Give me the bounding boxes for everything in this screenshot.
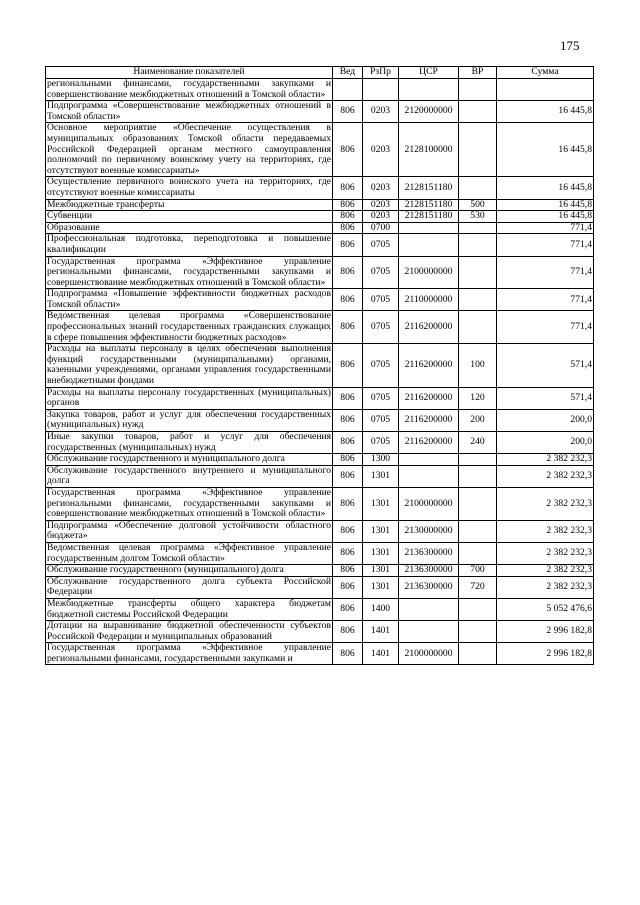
row-sum-cell: 2 382 232,3 [497, 576, 594, 598]
row-sum-cell: 2 382 232,3 [497, 487, 594, 520]
row-rzpr-cell: 0203 [363, 101, 399, 123]
row-rzpr-cell: 0705 [363, 344, 399, 387]
row-rzpr-cell: 0705 [363, 387, 399, 409]
header-vr: ВР [459, 67, 497, 79]
row-name-cell: региональными финансами, государственными закупками и совершенствование межбюджетных отношений в Томской области» [47, 78, 331, 100]
row-ved-cell: 806 [333, 234, 363, 256]
row-rzpr-cell: 0705 [363, 256, 399, 289]
row-csr-cell: 2116200000 [399, 344, 459, 387]
row-vr-cell [459, 123, 497, 177]
row-rzpr-cell: 0203 [363, 211, 399, 223]
row-vr-cell [459, 311, 497, 344]
header-rzpr: РзПр [363, 67, 399, 79]
row-csr-cell: 2116200000 [399, 311, 459, 344]
row-vr-cell: 500 [459, 199, 497, 211]
row-ved-cell: 806 [333, 409, 363, 431]
row-ved-cell: 806 [333, 621, 363, 643]
row-rzpr-cell [363, 79, 399, 101]
row-name-cell: Расходы на выплаты персоналу в целях обеспечения выполнения функций государственными (муниципальными) органами, казенными учреждениями, органами управления государственными внебюджетными фондами [47, 343, 331, 387]
row-csr-cell: 2128151180 [399, 211, 459, 223]
row-rzpr-cell: 1400 [363, 598, 399, 620]
row-name-cell: Осуществление первичного воинского учета на территориях, где отсутствуют военные комиссариаты [47, 176, 331, 198]
row-vr-cell [459, 542, 497, 564]
row-ved-cell: 806 [333, 598, 363, 620]
table-row [46, 598, 594, 620]
row-name-cell: Основное мероприятие «Обеспечение осуществления в муниципальных образованиях Томской области передаваемых Российской Федерацией органам местного самоуправления полномочий по первичному воинскому учету на территориях, где отсутствуют военные комиссариаты» [47, 122, 331, 176]
row-sum-cell: 2 382 232,3 [497, 565, 594, 577]
row-csr-cell: 2128100000 [399, 123, 459, 177]
row-name-cell: Подпрограмма «Повышение эффективности бюджетных расходов Томской области» [47, 288, 331, 310]
row-vr-cell [459, 256, 497, 289]
header-sum: Сумма [497, 67, 594, 79]
row-rzpr-cell: 1301 [363, 465, 399, 487]
row-sum-cell: 2 996 182,8 [497, 621, 594, 643]
row-name-cell: Обслуживание государственного долга субъекта Российской Федерации [47, 575, 331, 598]
row-vr-cell [459, 289, 497, 311]
row-ved-cell: 806 [333, 487, 363, 520]
row-rzpr-cell: 0203 [363, 177, 399, 199]
row-name-cell: Ведомственная целевая программа «Совершенствование профессиональных знаний государственных гражданских служащих в сфере повышения эффективности бюджетных расходов» [47, 310, 331, 343]
row-name-cell: Государственная программа «Эффективное управление региональными финансами, государственными закупками и совершенствование межбюджетных отношений в Томской области» [47, 486, 331, 520]
row-ved-cell: 806 [333, 289, 363, 311]
row-name-cell: Государственная программа «Эффективное управление региональными финансами, государственными закупками и [47, 642, 331, 664]
row-csr-cell: 2136300000 [399, 576, 459, 598]
row-rzpr-cell: 0705 [363, 409, 399, 431]
row-ved-cell: 806 [333, 101, 363, 123]
row-vr-cell [459, 621, 497, 643]
row-vr-cell: 700 [459, 565, 497, 577]
row-vr-cell [459, 101, 497, 123]
row-csr-cell: 2100000000 [399, 487, 459, 520]
row-sum-cell: 771,4 [497, 222, 594, 234]
row-vr-cell: 530 [459, 211, 497, 223]
row-csr-cell: 2128151180 [399, 199, 459, 211]
row-rzpr-cell: 1301 [363, 487, 399, 520]
row-rzpr-cell: 0705 [363, 311, 399, 344]
table-row [46, 621, 594, 643]
row-csr-cell: 2136300000 [399, 542, 459, 564]
row-ved-cell: 806 [333, 177, 363, 199]
row-sum-cell: 16 445,8 [497, 123, 594, 177]
row-ved-cell: 806 [333, 211, 363, 223]
row-sum-cell: 771,4 [497, 256, 594, 289]
row-rzpr-cell: 0705 [363, 432, 399, 454]
table-row [46, 387, 594, 409]
row-vr-cell: 720 [459, 576, 497, 598]
table-row [46, 199, 594, 211]
row-name-cell: Субвенции [46, 211, 333, 223]
row-csr-cell: 2116200000 [399, 387, 459, 409]
row-name-cell: Иные закупки товаров, работ и услуг для обеспечения государственных (муниципальных) нужд [47, 431, 331, 453]
row-vr-cell [459, 643, 497, 665]
table-row [46, 79, 594, 101]
table-header-row [46, 67, 594, 79]
row-sum-cell: 16 445,8 [497, 177, 594, 199]
table-row [46, 123, 594, 177]
table-row [46, 234, 594, 256]
row-sum-cell [497, 79, 594, 101]
row-name-cell: Обслуживание государственного внутреннего и муниципального долга [47, 464, 331, 487]
table-row [46, 520, 594, 542]
row-ved-cell: 806 [333, 542, 363, 564]
row-ved-cell: 806 [333, 454, 363, 466]
row-sum-cell: 571,4 [497, 387, 594, 409]
row-rzpr-cell: 0705 [363, 234, 399, 256]
row-ved-cell: 806 [333, 643, 363, 665]
row-sum-cell: 16 445,8 [497, 199, 594, 211]
row-csr-cell [399, 454, 459, 466]
table-row [46, 487, 594, 520]
row-csr-cell [399, 465, 459, 487]
row-ved-cell: 806 [333, 520, 363, 542]
row-csr-cell [399, 234, 459, 256]
row-csr-cell: 2136300000 [399, 565, 459, 577]
budget-table [45, 66, 594, 665]
row-ved-cell [333, 79, 363, 101]
row-vr-cell [459, 234, 497, 256]
row-ved-cell: 806 [333, 199, 363, 211]
row-name-cell: Ведомственная целевая программа «Эффективное управление государственным долгом Томской области» [47, 541, 331, 564]
row-name-cell: Подпрограмма «Обеспечение долговой устойчивости областного бюджета» [47, 519, 331, 542]
row-name-cell: Закупка товаров, работ и услуг для обеспечения государственных (муниципальных) нужд [47, 408, 331, 431]
row-name-cell: Дотации на выравнивание бюджетной обеспеченности субъектов Российской Федерации и муниципальных образований [47, 620, 331, 642]
page-number: 175 [560, 38, 580, 53]
row-name-cell: Обслуживание государственного и муниципального долга [46, 454, 333, 466]
row-csr-cell [399, 79, 459, 101]
row-csr-cell: 2130000000 [399, 520, 459, 542]
row-ved-cell: 806 [333, 311, 363, 344]
row-name-cell: Межбюджетные трансферты [46, 199, 333, 211]
table-row [46, 409, 594, 431]
row-rzpr-cell: 1401 [363, 643, 399, 665]
row-rzpr-cell: 0203 [363, 123, 399, 177]
table-row [46, 256, 594, 289]
table-row [46, 101, 594, 123]
row-name-cell: Государственная программа «Эффективное управление региональными финансами, государственными закупками и совершенствование межбюджетных отношений в Томской области» [47, 255, 331, 288]
row-vr-cell [459, 520, 497, 542]
row-rzpr-cell: 1301 [363, 520, 399, 542]
row-name-cell: Расходы на выплаты персоналу государственных (муниципальных) органов [47, 386, 331, 409]
row-csr-cell [399, 222, 459, 234]
row-rzpr-cell: 1301 [363, 576, 399, 598]
row-sum-cell: 771,4 [497, 311, 594, 344]
table-row [46, 311, 594, 344]
row-rzpr-cell: 1301 [363, 565, 399, 577]
row-vr-cell [459, 465, 497, 487]
row-sum-cell: 571,4 [497, 344, 594, 387]
row-csr-cell: 2110000000 [399, 289, 459, 311]
row-csr-cell: 2100000000 [399, 256, 459, 289]
row-name-cell: Обслуживание государственного (муниципального) долга [46, 565, 333, 577]
row-sum-cell: 5 052 476,6 [497, 598, 594, 620]
row-name-cell: Межбюджетные трансферты общего характера бюджетам бюджетной системы Российской Федерации [47, 597, 331, 620]
row-rzpr-cell: 1300 [363, 454, 399, 466]
row-vr-cell [459, 454, 497, 466]
row-sum-cell: 771,4 [497, 289, 594, 311]
row-csr-cell [399, 598, 459, 620]
row-sum-cell: 2 382 232,3 [497, 454, 594, 466]
row-csr-cell: 2128151180 [399, 177, 459, 199]
table-row [46, 565, 594, 577]
row-sum-cell: 2 996 182,8 [497, 643, 594, 665]
row-vr-cell [459, 487, 497, 520]
table-row [46, 177, 594, 199]
row-ved-cell: 806 [333, 465, 363, 487]
row-vr-cell [459, 177, 497, 199]
row-ved-cell: 806 [333, 565, 363, 577]
row-rzpr-cell: 0203 [363, 199, 399, 211]
row-sum-cell: 200,0 [497, 432, 594, 454]
row-sum-cell: 2 382 232,3 [497, 520, 594, 542]
table-row [46, 542, 594, 564]
row-ved-cell: 806 [333, 432, 363, 454]
table-row [46, 576, 594, 598]
row-ved-cell: 806 [333, 344, 363, 387]
row-sum-cell: 200,0 [497, 409, 594, 431]
row-name-cell: Профессиональная подготовка, переподготовка и повышение квалификации [47, 233, 331, 255]
row-vr-cell [459, 79, 497, 101]
row-vr-cell [459, 598, 497, 620]
row-ved-cell: 806 [333, 123, 363, 177]
row-rzpr-cell: 1301 [363, 542, 399, 564]
table-row [46, 344, 594, 387]
table-row [46, 465, 594, 487]
row-sum-cell: 2 382 232,3 [497, 465, 594, 487]
row-sum-cell: 16 445,8 [497, 211, 594, 223]
row-ved-cell: 806 [333, 387, 363, 409]
table-row [46, 211, 594, 223]
header-csr: ЦСР [399, 67, 459, 79]
row-rzpr-cell: 0705 [363, 289, 399, 311]
row-name-cell: Образование [46, 222, 333, 234]
header-ved: Вед [333, 67, 363, 79]
row-csr-cell: 2116200000 [399, 409, 459, 431]
table-row [46, 643, 594, 665]
row-ved-cell: 806 [333, 222, 363, 234]
row-csr-cell: 2100000000 [399, 643, 459, 665]
table-row [46, 289, 594, 311]
row-vr-cell: 120 [459, 387, 497, 409]
row-sum-cell: 2 382 232,3 [497, 542, 594, 564]
table-row [46, 454, 594, 466]
row-rzpr-cell: 1401 [363, 621, 399, 643]
row-sum-cell: 16 445,8 [497, 101, 594, 123]
row-vr-cell [459, 222, 497, 234]
header-name: Наименование показателей [46, 67, 333, 79]
row-csr-cell: 2116200000 [399, 432, 459, 454]
row-vr-cell: 200 [459, 409, 497, 431]
row-ved-cell: 806 [333, 256, 363, 289]
row-ved-cell: 806 [333, 576, 363, 598]
row-name-cell: Подпрограмма «Совершенствование межбюджетных отношений в Томской области» [47, 100, 331, 122]
row-vr-cell: 100 [459, 344, 497, 387]
row-csr-cell: 2120000000 [399, 101, 459, 123]
row-vr-cell: 240 [459, 432, 497, 454]
row-rzpr-cell: 0700 [363, 222, 399, 234]
row-csr-cell [399, 621, 459, 643]
table-row [46, 222, 594, 234]
table-row [46, 432, 594, 454]
row-sum-cell: 771,4 [497, 234, 594, 256]
